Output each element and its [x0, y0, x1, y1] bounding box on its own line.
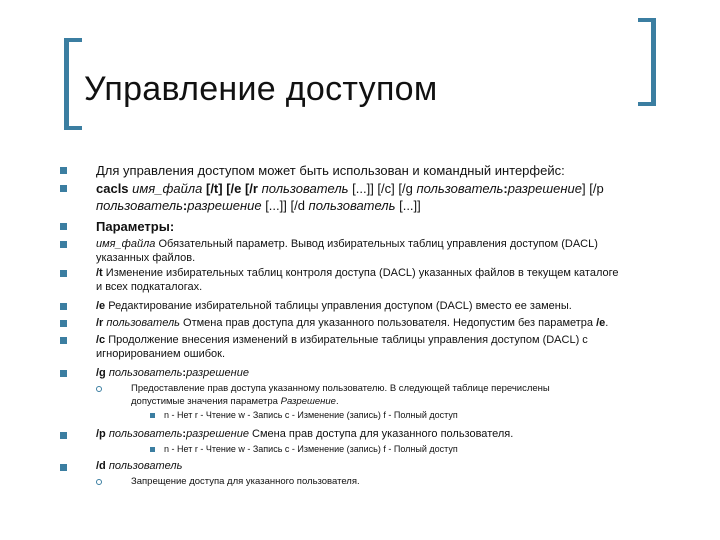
sub-list-item-continuation: допустимые значения параметра Разрешение.: [131, 396, 339, 407]
bullet-icon: [60, 185, 67, 192]
list-item: Для управления доступом может быть использован и командный интерфейс:: [96, 163, 565, 178]
sub-bullet-icon: [96, 479, 102, 485]
list-item: /g пользователь:разрешение: [96, 367, 249, 379]
bullet-icon: [150, 413, 155, 418]
right-bracket-top: [638, 18, 656, 22]
sub-sub-list-item: n - Нет r - Чтение w - Запись c - Изменение (запись) f - Полный доступ: [164, 444, 458, 454]
bullet-icon: [60, 223, 67, 230]
list-item: Параметры:: [96, 219, 175, 234]
left-bracket-vertical: [64, 38, 69, 130]
right-bracket-vertical: [651, 18, 656, 106]
left-bracket-top: [64, 38, 82, 42]
page-title: Управление доступом: [84, 70, 438, 108]
list-item: /p пользователь:разрешение Смена прав доступа для указанного пользователя.: [96, 428, 514, 440]
list-item: cacls имя_файла [/t] [/e [/r пользователь [...]] [/c] [/g пользователь:разрешение] [/p: [96, 181, 604, 196]
list-item: /r пользователь Отмена прав доступа для указанного пользователя. Недопустим без параметра /e.: [96, 317, 609, 329]
bullet-icon: [60, 167, 67, 174]
list-item-continuation: и всех подкаталогах.: [96, 281, 203, 293]
bullet-icon: [60, 303, 67, 310]
bullet-icon: [60, 270, 67, 277]
list-item-continuation: пользователь:разрешение [...]] [/d пользователь [...]]: [96, 198, 421, 213]
left-bracket-bottom: [64, 126, 82, 130]
right-bracket-bottom: [638, 102, 656, 106]
bullet-icon: [60, 320, 67, 327]
bullet-icon: [60, 432, 67, 439]
sub-bullet-icon: [96, 386, 102, 392]
list-item: имя_файла Обязательный параметр. Вывод избирательных таблиц управления доступом (DACL): [96, 238, 598, 250]
list-item-continuation: игнорированием ошибок.: [96, 348, 226, 360]
bullet-icon: [60, 464, 67, 471]
sub-list-item: Предоставление прав доступа указанному пользователю. В следующей таблице перечислены: [131, 383, 550, 394]
sub-list-item: Запрещение доступа для указанного пользователя.: [131, 476, 360, 487]
bullet-icon: [60, 370, 67, 377]
list-item: /t Изменение избирательных таблиц контроля доступа (DACL) указанных файлов в текущем каталоге: [96, 267, 619, 279]
list-item: /c Продолжение внесения изменений в избирательные таблицы управления доступом (DACL) с: [96, 334, 588, 346]
list-item: /d пользователь: [96, 460, 183, 472]
sub-sub-list-item: n - Нет r - Чтение w - Запись c - Изменение (запись) f - Полный доступ: [164, 410, 458, 420]
bullet-icon: [60, 241, 67, 248]
bullet-icon: [150, 447, 155, 452]
list-item: /e Редактирование избирательной таблицы управления доступом (DACL) вместо ее замены.: [96, 300, 572, 312]
bullet-icon: [60, 337, 67, 344]
list-item-continuation: указанных файлов.: [96, 252, 196, 264]
